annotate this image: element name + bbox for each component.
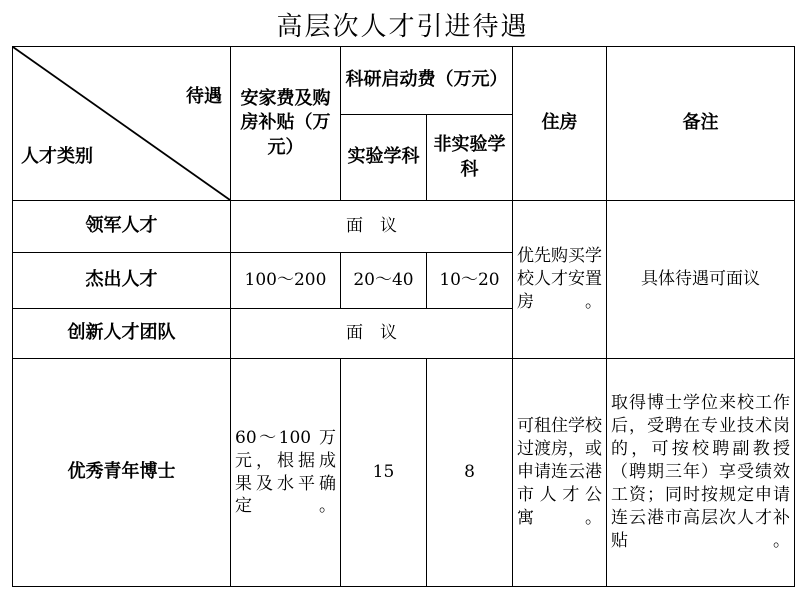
remarks-top: 具体待遇可面议 (607, 201, 795, 359)
row-outstanding-settle-fee: 100～200 (231, 253, 341, 309)
remarks-bottom: 取得博士学位来校工作后，受聘在专业技术岗的，可按校聘副教授（聘期三年）享受绩效工资；同时按规定申请连云港市高层次人才补贴。 (607, 359, 795, 587)
row-outstanding-non-experimental: 10～20 (427, 253, 513, 309)
row-category-leading: 领军人才 (13, 201, 231, 253)
header-remarks: 备注 (607, 47, 795, 201)
row-category-outstanding: 杰出人才 (13, 253, 231, 309)
row-young-phd-settle-fee: 60～100 万元，根据成果及水平确定。 (231, 359, 341, 587)
row-young-phd-experimental: 15 (341, 359, 427, 587)
page-title: 高层次人才引进待遇 (276, 12, 529, 42)
row-innovation-negotiable: 面 议 (231, 309, 513, 359)
diagonal-line (13, 47, 230, 200)
housing-top: 优先购买学校人才安置房。 (513, 201, 607, 359)
row-young-phd-non-experimental: 8 (427, 359, 513, 587)
corner-label-category: 人才类别 (21, 146, 93, 167)
header-non-experimental: 非实验学科 (427, 115, 513, 201)
row-outstanding-experimental: 20～40 (341, 253, 427, 309)
header-settle-fee: 安家费及购房补贴（万元） (231, 47, 341, 201)
header-research-fee: 科研启动费（万元） (341, 47, 513, 115)
header-housing: 住房 (513, 47, 607, 201)
corner-header-cell (13, 47, 231, 201)
row-category-innovation-team: 创新人才团队 (13, 309, 231, 359)
housing-bottom: 可租住学校过渡房，或申请连云港市人才公寓。 (513, 359, 607, 587)
header-experimental: 实验学科 (341, 115, 427, 201)
benefits-table (12, 46, 795, 587)
corner-label-benefits: 待遇 (186, 86, 222, 107)
row-category-young-phd: 优秀青年博士 (13, 359, 231, 587)
row-leading-negotiable: 面 议 (231, 201, 513, 253)
